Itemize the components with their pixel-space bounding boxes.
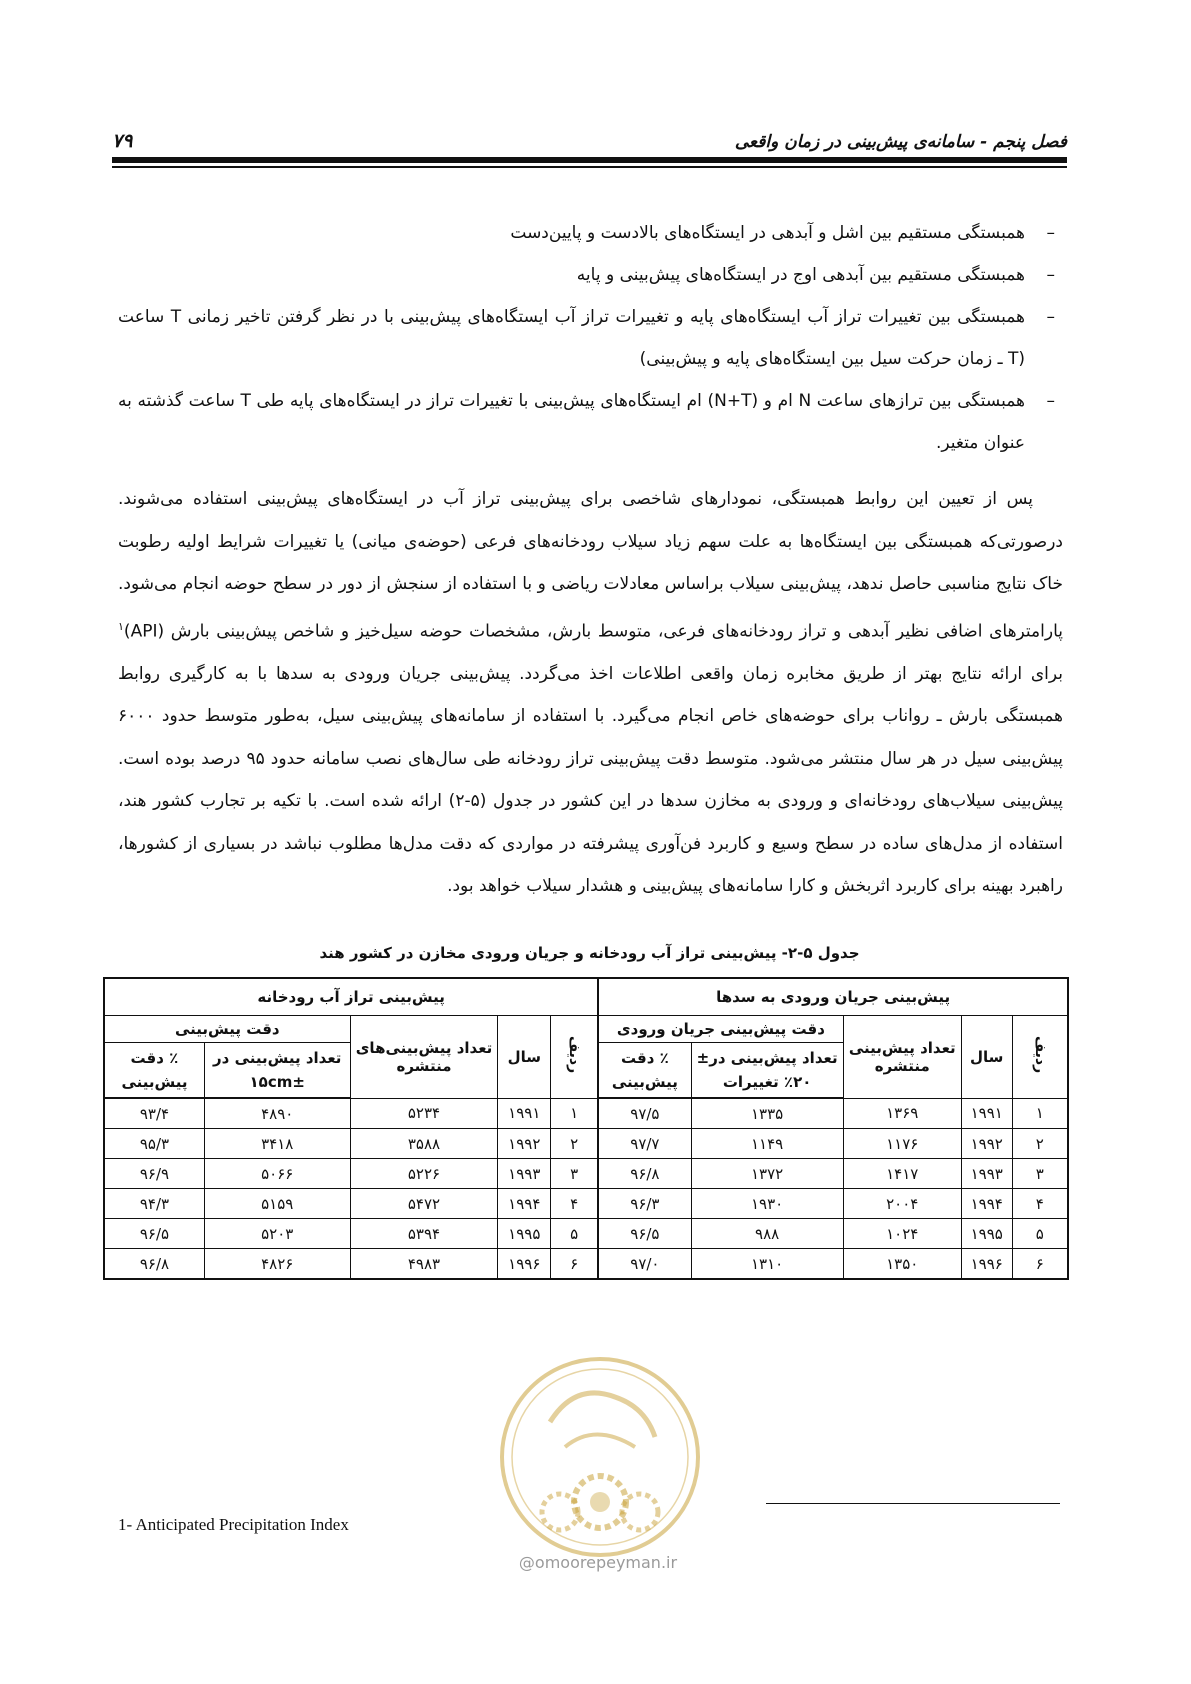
- table-row: ۲ ۱۹۹۲ ۱۱۷۶ ۱۱۴۹ ۹۷/۷ ۲ ۱۹۹۲ ۳۵۸۸ ۳۴۱۸ ۹۵/۳: [104, 1129, 1068, 1159]
- col-year: سال: [961, 1016, 1012, 1099]
- sub-header-river: دقت پیش‌بینی: [104, 1016, 350, 1043]
- forecast-table: [103, 977, 1069, 1280]
- col-dams-acc-pct: ٪ دقت پیش‌بینی: [598, 1043, 691, 1099]
- col-count-river: تعداد پیش‌بینی‌های منتشره: [350, 1016, 498, 1099]
- col-river-acc-pct: ٪ دقت پیش‌بینی: [104, 1043, 204, 1099]
- table-row: ۴ ۱۹۹۴ ۲۰۰۴ ۱۹۳۰ ۹۶/۳ ۴ ۱۹۹۴ ۵۴۷۲ ۵۱۵۹ ۹۴/۳: [104, 1189, 1068, 1219]
- footnote: 1- Anticipated Precipitation Index: [118, 1515, 349, 1534]
- bullet-item: – همبستگی بین تغییرات تراز آب ایستگاه‌های پایه و تغییرات تراز آب ایستگاه‌های پیش‌بینی با در نظر گرفتن تاخیر زمانی T ساعت (T ـ زمان حرکت سیل بین ایستگاه‌های پایه و پیش‌بینی): [118, 307, 1055, 369]
- group-header-dams: پیش‌بینی جریان ورودی به سدها: [598, 978, 1068, 1016]
- chapter-title: فصل پنجم - سامانه‌ی پیش‌بینی در زمان واقعی: [734, 132, 1067, 152]
- group-header-river: پیش‌بینی تراز آب رودخانه: [104, 978, 598, 1016]
- col-year: سال: [498, 1016, 551, 1099]
- table-caption: جدول ۵-۲- پیش‌بینی تراز آب رودخانه و جریان ورودی مخازن در کشور هند: [319, 944, 860, 962]
- table-row: ۱ ۱۹۹۱ ۱۳۶۹ ۱۳۳۵ ۹۷/۵ ۱ ۱۹۹۱ ۵۲۳۴ ۴۸۹۰ ۹۳/۴: [104, 1098, 1068, 1129]
- footnote-ref[interactable]: ۱: [118, 619, 124, 633]
- body-paragraph: پس از تعیین این روابط همبستگی، نمودارهای شاخصی برای پیش‌بینی تراز آب در ایستگاه‌های پیش‌بینی استفاده می‌شوند. درصورتی‌که همبستگی بین ایستگاه‌ها به علت سهم زیاد سیلاب رودخانه‌های فرعی (حوضه‌ی میانی) یا تغییرات شرایط اولیه رطوبت خاک نتایج مناسبی حاصل ندهد، پیش‌بینی سیلاب براساس معادلات ریاضی و با استفاده از سنجش از دور در سطح حوضه انجام می‌شود. پارامترهای اضافی نظیر آبدهی و تراز رودخانه‌های فرعی، متوسط بارش، مشخصات حوضه سیل‌خیز و شاخص پیش‌بینی بارش (API)$^۱$ برای ارائه نتایج بهتر از طریق مخابره زمان واقعی اطلاعات اخذ می‌گردد. پیش‌بینی جریان ورودی به سدها با به کارگیری روابط همبستگی بارش ـ رواناب برای حوضه‌های خاص انجام می‌گیرد. با استفاده از سامانه‌های پیش‌بینی سیل، به‌طور متوسط حدود ۶۰۰۰ پیش‌بینی سیل در هر سال منتشر می‌شود. متوسط دقت پیش‌بینی تراز رودخانه طی سال‌های نصب سامانه حدود ۹۵ درصد بوده است. پیش‌بینی سیلاب‌های رودخانه‌ای و ورودی به مخازن سدها در این کشور در جدول (۵-۲) ارائه شده است. با تکیه بر تجارب کشور هند، استفاده از مدل‌های ساده در سطح وسیع و کاربرد فن‌آوری پیشرفته در مواردی که دقت مدل‌ها مطلوب نباشد در بسیاری از کشورها، راهبرد بهینه برای کاربرد اثربخش و کارا سامانه‌های پیش‌بینی و هشدار سیلاب خواهد بود.: [118, 489, 1063, 897]
- bullet-item: – همبستگی بین ترازهای ساعت N ام و (N+T) ام ایستگاه‌های پیش‌بینی با تغییرات تراز در ایستگاه‌های پایه طی T ساعت گذشته به عنوان متغیر.: [118, 391, 1055, 453]
- watermark-logo-icon: [495, 1352, 705, 1574]
- bullet-list: [118, 212, 1063, 464]
- header-rule-thin: [112, 166, 1067, 168]
- page-header: [112, 122, 1067, 162]
- col-row: ردیف: [1012, 1016, 1068, 1099]
- col-count-dams: تعداد پیش‌بینی منتشره: [843, 1016, 961, 1099]
- bullet-item: – همبستگی مستقیم بین آبدهی اوج در ایستگاه‌های پیش‌بینی و پایه: [576, 265, 1055, 285]
- watermark-site: @omoorepeyman.ir: [518, 1553, 678, 1572]
- table-row: ۵ ۱۹۹۵ ۱۰۲۴ ۹۸۸ ۹۶/۵ ۵ ۱۹۹۵ ۵۳۹۴ ۵۲۰۳ ۹۶/۵: [104, 1219, 1068, 1249]
- col-river-acc-count: تعداد پیش‌بینی در ±۱۵cm: [204, 1043, 350, 1099]
- page-number: ۷۹: [112, 130, 133, 152]
- table-row: ۳ ۱۹۹۳ ۱۴۱۷ ۱۳۷۲ ۹۶/۸ ۳ ۱۹۹۳ ۵۲۲۶ ۵۰۶۶ ۹۶/۹: [104, 1159, 1068, 1189]
- footnote-rule: [766, 1503, 1060, 1504]
- col-row: ردیف: [551, 1016, 599, 1099]
- sub-header-dams: دقت پیش‌بینی جریان ورودی: [598, 1016, 843, 1043]
- table-row: ۶ ۱۹۹۶ ۱۳۵۰ ۱۳۱۰ ۹۷/۰ ۶ ۱۹۹۶ ۴۹۸۳ ۴۸۲۶ ۹۶/۸: [104, 1249, 1068, 1280]
- col-dams-acc-count: تعداد پیش‌بینی در± ۲۰٪ تغییرات: [691, 1043, 843, 1099]
- header-rule-thick: [112, 157, 1067, 163]
- bullet-item: – همبستگی مستقیم بین اشل و آبدهی در ایستگاه‌های بالادست و پایین‌دست: [510, 223, 1055, 243]
